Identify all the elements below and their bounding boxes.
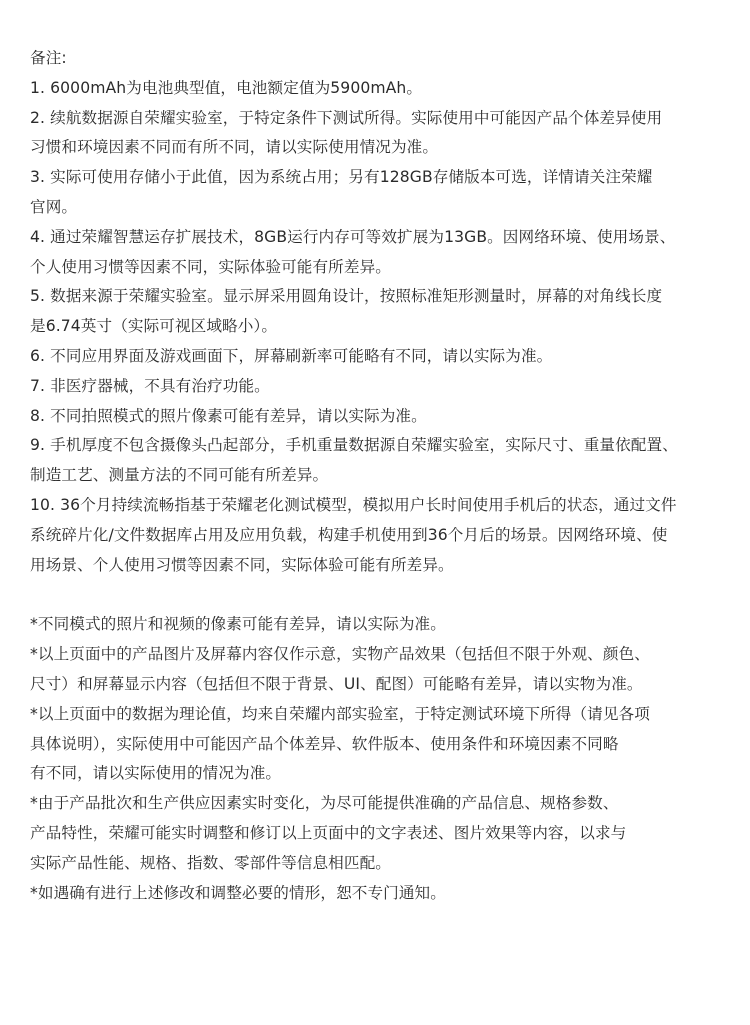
note-item-10 bbox=[30, 491, 730, 580]
note-line: 用场景、个人使用习惯等因素不同，实际体验可能有所差异。 bbox=[30, 555, 454, 574]
disclaimer-line: 具体说明），实际使用中可能因产品个体差异、软件版本、使用条件和环境因素不同略 bbox=[30, 734, 619, 753]
disclaimer-line: *以上页面中的数据为理论值，均来自荣耀内部实验室，于特定测试环境下所得（请见各项 bbox=[30, 704, 650, 723]
note-item-7 bbox=[30, 372, 730, 402]
note-item-5 bbox=[30, 282, 730, 342]
disclaimer-line: *不同模式的照片和视频的像素可能有差异，请以实际为准。 bbox=[30, 615, 446, 634]
note-line: 10. 36个月持续流畅指基于荣耀老化测试模型，模拟用户长时间使用手机后的状态，通过文件 bbox=[30, 495, 677, 514]
note-item-8 bbox=[30, 402, 730, 432]
disclaimer-3 bbox=[30, 700, 730, 789]
disclaimer-line: *如遇确有进行上述修改和调整必要的情形，恕不专门通知。 bbox=[30, 883, 446, 902]
disclaimer-line: 尺寸）和屏幕显示内容（包括但不限于背景、UI、配图）可能略有差异，请以实物为准。 bbox=[30, 674, 643, 693]
note-line: 8. 不同拍照模式的照片像素可能有差异，请以实际为准。 bbox=[30, 406, 427, 425]
disclaimer-1 bbox=[30, 610, 730, 640]
disclaimer-5 bbox=[30, 879, 730, 909]
notes-document bbox=[30, 44, 730, 908]
note-item-2 bbox=[30, 104, 730, 164]
disclaimer-line: *由于产品批次和生产供应因素实时变化，为尽可能提供准确的产品信息、规格参数、 bbox=[30, 794, 619, 813]
section-spacer bbox=[30, 580, 730, 610]
note-line: 系统碎片化/文件数据库占用及应用负载，构建手机使用到36个月后的场景。因网络环境、使 bbox=[30, 525, 668, 544]
note-line: 2. 续航数据源自荣耀实验室，于特定条件下测试所得。实际使用中可能因产品个体差异使用 bbox=[30, 108, 663, 127]
note-line: 习惯和环境因素不同而有所不同，请以实际使用情况为准。 bbox=[30, 138, 439, 157]
disclaimer-line: 产品特性，荣耀可能实时调整和修订以上页面中的文字表述、图片效果等内容，以求与 bbox=[30, 823, 627, 842]
disclaimer-4 bbox=[30, 789, 730, 878]
notes-heading: 备注: bbox=[30, 49, 67, 67]
note-item-9 bbox=[30, 431, 730, 491]
disclaimer-line: 实际产品性能、规格、指数、零部件等信息相匹配。 bbox=[30, 853, 391, 872]
note-line: 5. 数据来源于荣耀实验室。显示屏采用圆角设计，按照标准矩形测量时，屏幕的对角线长度 bbox=[30, 287, 663, 306]
note-line: 是6.74英寸（实际可视区域略小）。 bbox=[30, 317, 278, 336]
note-line: 制造工艺、测量方法的不同可能有所差异。 bbox=[30, 466, 329, 485]
note-item-1 bbox=[30, 74, 730, 104]
note-line: 7. 非医疗器械，不具有治疗功能。 bbox=[30, 376, 270, 395]
note-line: 个人使用习惯等因素不同，实际体验可能有所差异。 bbox=[30, 257, 391, 276]
note-line: 官网。 bbox=[30, 197, 78, 216]
note-line: 9. 手机厚度不包含摄像头凸起部分，手机重量数据源自荣耀实验室，实际尺寸、重量依配置、 bbox=[30, 436, 678, 455]
disclaimer-2 bbox=[30, 640, 730, 700]
note-item-6 bbox=[30, 342, 730, 372]
note-line: 6. 不同应用界面及游戏画面下，屏幕刷新率可能略有不同，请以实际为准。 bbox=[30, 346, 553, 365]
note-line: 1. 6000mAh为电池典型值，电池额定值为5900mAh。 bbox=[30, 78, 423, 97]
note-line: 4. 通过荣耀智慧运存扩展技术，8GB运行内存可等效扩展为13GB。因网络环境、使用场景、 bbox=[30, 227, 676, 246]
disclaimer-line: 有不同，请以实际使用的情况为准。 bbox=[30, 764, 282, 783]
note-line: 3. 实际可使用存储小于此值，因为系统占用；另有128GB存储版本可选，详情请关注荣耀 bbox=[30, 168, 653, 187]
disclaimer-line: *以上页面中的产品图片及屏幕内容仅作示意，实物产品效果（包括但不限于外观、颜色、 bbox=[30, 645, 650, 664]
note-item-3 bbox=[30, 163, 730, 223]
note-item-4 bbox=[30, 223, 730, 283]
